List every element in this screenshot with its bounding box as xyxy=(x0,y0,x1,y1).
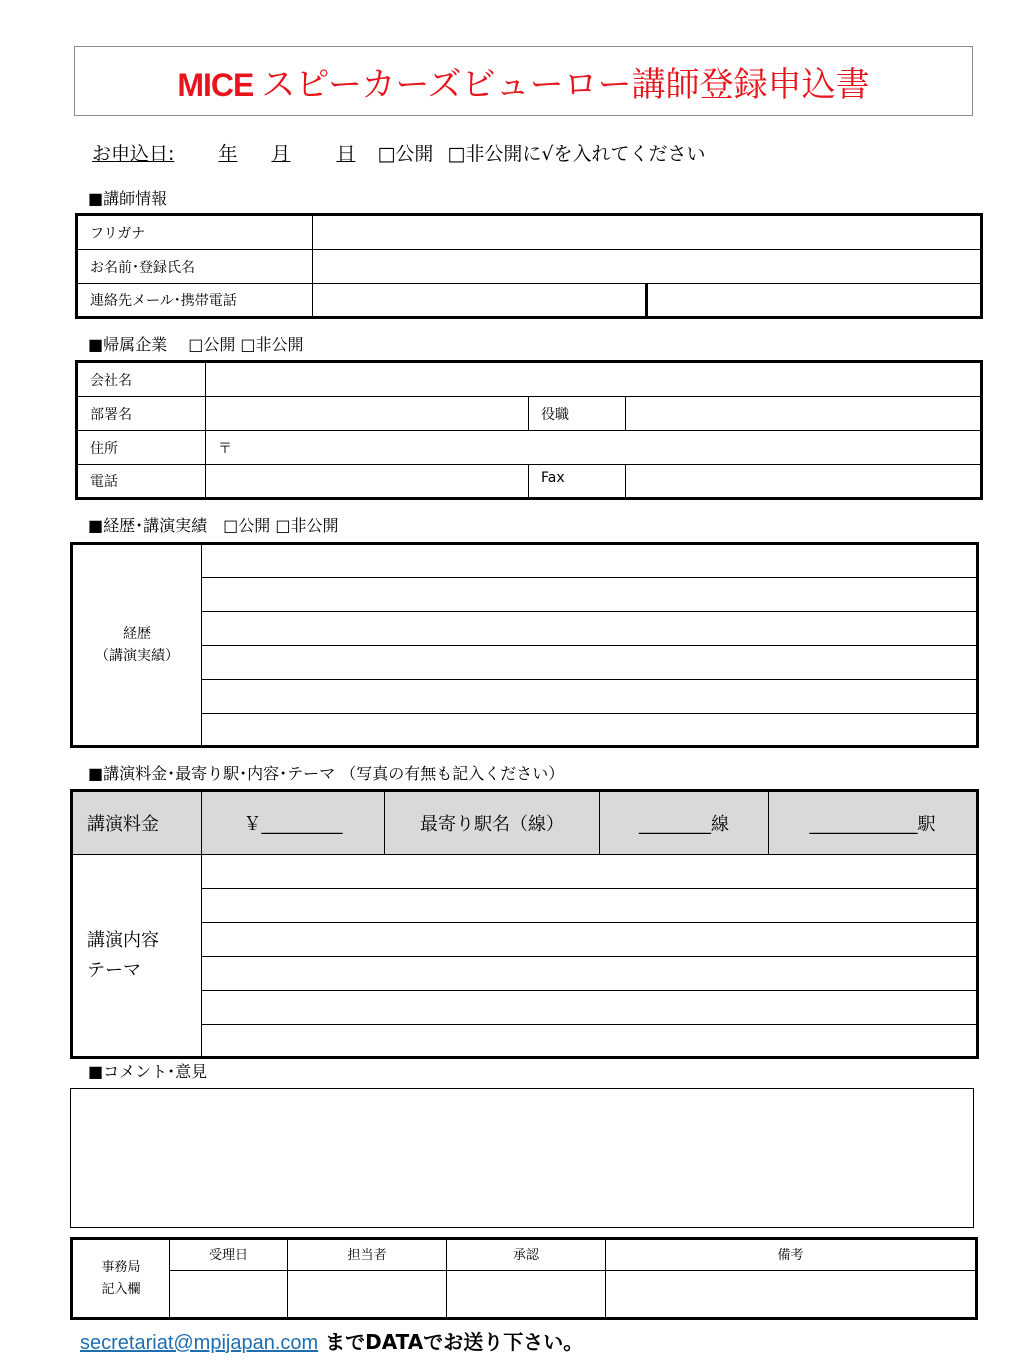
career-line-3[interactable] xyxy=(202,612,978,646)
page-title xyxy=(177,57,869,106)
approval-input[interactable] xyxy=(447,1271,606,1319)
department-input[interactable] xyxy=(206,397,529,431)
received-date-header: 受理日 xyxy=(170,1239,288,1271)
name-input[interactable] xyxy=(313,250,982,284)
content-line-5[interactable] xyxy=(202,991,978,1025)
office-table xyxy=(70,1237,978,1320)
career-line-6[interactable] xyxy=(202,714,978,747)
content-line-2[interactable] xyxy=(202,889,978,923)
content-line-4[interactable] xyxy=(202,957,978,991)
contact-label: 連絡先メール･携帯電話 xyxy=(77,284,313,318)
private-checkbox-note[interactable]: □非公開に√を入れてください xyxy=(447,143,706,165)
staff-input[interactable] xyxy=(288,1271,447,1319)
content-label-line1: 講演内容 xyxy=(87,929,159,951)
company-name-input[interactable] xyxy=(206,362,982,397)
office-label-line2: 記入欄 xyxy=(101,1281,141,1297)
career-line-2[interactable] xyxy=(202,578,978,612)
lecture-table xyxy=(70,789,979,1059)
day-label: 日 xyxy=(336,143,356,165)
notes-input[interactable] xyxy=(606,1271,977,1319)
fax-input[interactable] xyxy=(626,465,982,499)
public-checkbox[interactable]: □公開 xyxy=(377,143,434,165)
position-label: 役職 xyxy=(529,397,626,431)
career-section-heading: ■経歴･講演実績 □公開 □非公開 xyxy=(88,516,339,535)
career-label xyxy=(72,544,202,747)
application-date-field[interactable] xyxy=(92,139,355,166)
year-label: 年 xyxy=(218,143,238,165)
career-label-line1: 経歴 xyxy=(123,626,151,642)
position-input[interactable] xyxy=(626,397,982,431)
date-label: お申込日: xyxy=(92,143,175,165)
line-input[interactable]: ________線 xyxy=(600,791,769,855)
phone-label: 電話 xyxy=(77,465,206,499)
lecture-section-heading: ■講演料金･最寄り駅･内容･テーマ （写真の有無も記入ください） xyxy=(88,764,565,783)
office-label xyxy=(72,1239,170,1319)
lecturer-table xyxy=(75,213,983,319)
title-mice: MICE xyxy=(177,66,254,103)
fee-input[interactable]: ￥_________ xyxy=(202,791,385,855)
lecturer-section-heading: ■講師情報 xyxy=(88,189,168,208)
company-section-heading: ■帰属企業 □公開 □非公開 xyxy=(88,335,304,354)
received-date-input[interactable] xyxy=(170,1271,288,1319)
staff-header: 担当者 xyxy=(288,1239,447,1271)
furigana-input[interactable] xyxy=(313,215,982,250)
fax-label: Fax xyxy=(529,465,626,499)
email-link[interactable]: secretariat@mpijapan.com xyxy=(80,1332,319,1354)
notes-header: 備考 xyxy=(606,1239,977,1271)
content-line-3[interactable] xyxy=(202,923,978,957)
comment-textarea[interactable] xyxy=(70,1088,974,1228)
career-label-line2: （講演実績） xyxy=(95,648,179,664)
mobile-input[interactable] xyxy=(647,284,982,318)
phone-input[interactable] xyxy=(206,465,529,499)
name-label: お名前･登録氏名 xyxy=(77,250,313,284)
content-line-1[interactable] xyxy=(202,855,978,889)
email-input[interactable] xyxy=(313,284,647,318)
company-table xyxy=(75,360,983,500)
department-label: 部署名 xyxy=(77,397,206,431)
career-line-4[interactable] xyxy=(202,646,978,680)
career-line-1[interactable] xyxy=(202,544,978,578)
comment-section-heading: ■コメント･意見 xyxy=(88,1062,208,1081)
office-label-line1: 事務局 xyxy=(101,1259,141,1275)
furigana-label: フリガナ xyxy=(77,215,313,250)
approval-header: 承認 xyxy=(447,1239,606,1271)
company-name-label: 会社名 xyxy=(77,362,206,397)
career-line-5[interactable] xyxy=(202,680,978,714)
career-table xyxy=(70,542,979,748)
title-box xyxy=(74,46,973,116)
title-main: スピーカーズビューロー講師登録申込書 xyxy=(261,64,870,105)
content-label xyxy=(72,855,202,1058)
content-line-6[interactable] xyxy=(202,1025,978,1058)
address-input[interactable]: 〒 xyxy=(206,431,982,465)
station-label: 最寄り駅名（線） xyxy=(385,791,600,855)
application-date-line xyxy=(92,139,705,166)
footer xyxy=(80,1326,583,1355)
footer-text: までDATAでお送り下さい。 xyxy=(318,1330,584,1354)
month-label: 月 xyxy=(271,143,291,165)
content-label-line2: テーマ xyxy=(87,959,141,981)
fee-label: 講演料金 xyxy=(72,791,202,855)
address-label: 住所 xyxy=(77,431,206,465)
station-input[interactable]: ____________駅 xyxy=(769,791,978,855)
